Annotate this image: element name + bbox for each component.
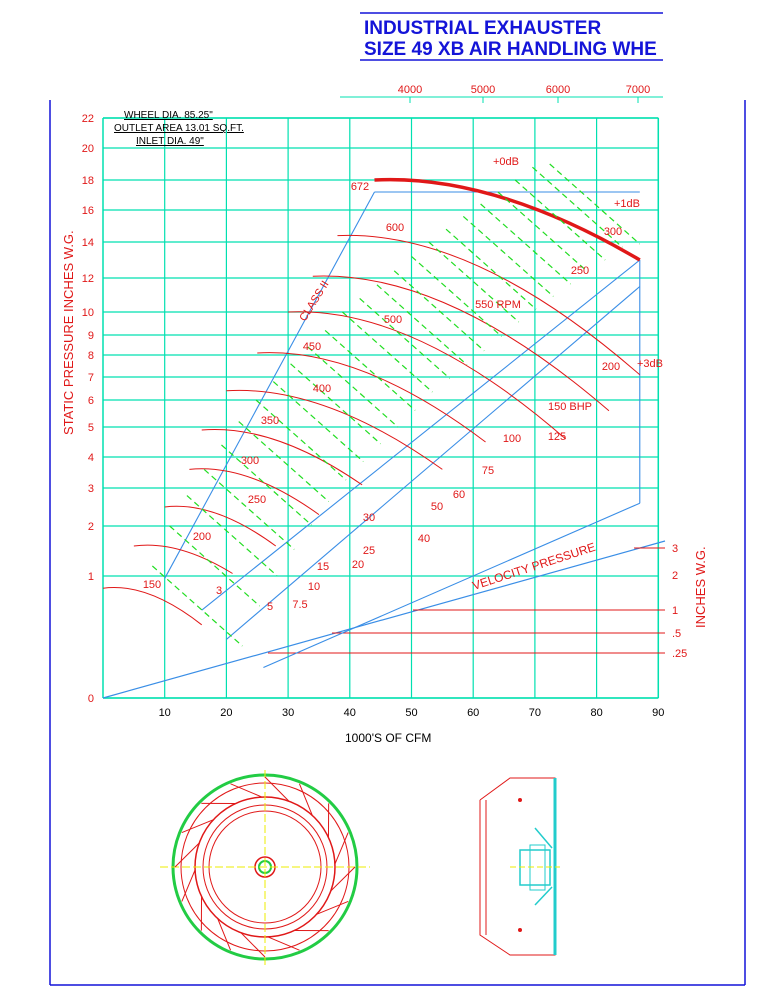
rpm-label: 672 <box>350 181 370 193</box>
top-tick-label: 6000 <box>545 84 571 96</box>
bhp-label: 300 <box>603 226 623 238</box>
rpm-label: 450 <box>302 341 322 353</box>
rpm-label: 150 <box>142 579 162 591</box>
bhp-label: 30 <box>362 512 376 524</box>
y-tick-label: 8 <box>87 350 94 362</box>
bhp-label: 15 <box>316 561 330 573</box>
x-tick-label: 20 <box>220 707 233 719</box>
bhp-label: 250 <box>570 265 590 277</box>
bhp-label: 200 <box>601 361 621 373</box>
bhp-label: 20 <box>351 559 365 571</box>
vp-tick-label: 2 <box>672 570 679 582</box>
x-tick-label: 70 <box>528 707 542 719</box>
bhp-label: 7.5 <box>292 599 308 611</box>
rpm-curve-500 <box>288 312 566 439</box>
wheel-blade <box>182 870 195 901</box>
bhp-label: 100 <box>502 433 522 445</box>
x-axis-label: 1000'S OF CFM <box>345 731 432 745</box>
bhp-line <box>325 330 415 410</box>
bhp-label: 60 <box>452 489 466 501</box>
rpm-label: 400 <box>312 383 332 395</box>
y-tick-label: 3 <box>87 483 94 495</box>
bhp-label: 50 <box>430 501 444 513</box>
top-tick-label: 5000 <box>470 84 496 96</box>
y-tick-label: 6 <box>87 395 94 407</box>
bhp-line <box>412 256 502 336</box>
db-label: +3dB <box>637 358 663 370</box>
y-tick-label: 20 <box>81 143 94 155</box>
y-tick-label: 16 <box>81 205 94 217</box>
wheel-front-view <box>160 770 370 965</box>
vp-tick-label: .5 <box>672 628 682 640</box>
bhp-label: 5 <box>266 601 274 613</box>
bhp-label: 40 <box>417 533 431 545</box>
bhp-label: 25 <box>362 545 376 557</box>
bhp-line <box>394 271 484 351</box>
y-tick-label: 12 <box>81 273 94 285</box>
wheel-blade <box>231 784 262 797</box>
rpm-label: 200 <box>192 531 212 543</box>
y-axis-label: STATIC PRESSURE INCHES W.G. <box>61 230 76 435</box>
y-tick-label: 22 <box>81 113 94 125</box>
y-tick-label: 4 <box>87 452 94 464</box>
x-tick-label: 80 <box>590 707 603 719</box>
y-tick-label: 14 <box>81 237 94 249</box>
velocity-pressure-line <box>103 541 665 698</box>
y-tick-label: 18 <box>81 175 94 187</box>
y-tick-label: 1 <box>87 571 94 583</box>
db-label: +1dB <box>614 198 640 210</box>
spec-wheel: WHEEL DIA. 85.25" <box>124 110 213 121</box>
bhp-label: 75 <box>481 465 495 477</box>
x-tick-label: 10 <box>158 707 171 719</box>
x-tick-label: 40 <box>343 707 356 719</box>
bhp-label: 150 BHP <box>547 401 593 413</box>
rpm-label: 500 <box>383 314 403 326</box>
wheel-blade <box>335 833 348 864</box>
bhp-line <box>291 364 381 444</box>
bhp-label: 125 <box>547 431 567 443</box>
y-tick-label: 9 <box>87 330 94 342</box>
velocity-pressure-label: VELOCITY PRESSURE <box>470 539 598 593</box>
vp-tick-label: .25 <box>672 648 688 660</box>
wheel-blade <box>268 937 299 950</box>
vp-tick-label: 3 <box>672 543 679 555</box>
y-tick-label: 5 <box>87 422 94 434</box>
x-tick-label: 60 <box>467 707 480 719</box>
top-tick-label: 7000 <box>625 84 651 96</box>
rpm-label: 600 <box>385 222 405 234</box>
bhp-line <box>152 566 242 646</box>
bhp-label: 10 <box>307 581 321 593</box>
spec-inlet: INLET DIA. 49" <box>136 136 204 147</box>
class-envelope-line <box>165 192 375 578</box>
class-ii-label: CLASS II <box>297 278 332 324</box>
title-line-2: SIZE 49 XB AIR HANDLING WHE <box>364 39 657 60</box>
x-tick-label: 90 <box>652 707 665 719</box>
wheel-side-view <box>480 778 560 955</box>
rpm-label: 350 <box>260 415 280 427</box>
rpm-label: 250 <box>247 494 267 506</box>
bhp-label: 3 <box>215 585 223 597</box>
db-label: +0dB <box>493 156 519 168</box>
bhp-line <box>360 298 450 378</box>
bhp-line <box>256 400 346 480</box>
spec-outlet: OUTLET AREA 13.01 SQ.FT. <box>114 123 244 134</box>
rpm-label: 550 RPM <box>475 299 521 311</box>
y-tick-label: 0 <box>87 693 94 705</box>
title-line-1: INDUSTRIAL EXHAUSTER <box>364 18 602 39</box>
right-axis-label: INCHES W.G. <box>693 546 708 628</box>
y-tick-label: 2 <box>87 521 94 533</box>
x-tick-label: 50 <box>405 707 418 719</box>
top-tick-label: 4000 <box>397 84 423 96</box>
grid <box>103 97 665 698</box>
rpm-curve-150 <box>103 587 202 624</box>
x-tick-label: 30 <box>281 707 295 719</box>
y-tick-label: 7 <box>87 372 94 384</box>
rpm-label: 300 <box>240 455 260 467</box>
vp-tick-label: 1 <box>672 605 679 617</box>
y-tick-label: 10 <box>81 307 94 319</box>
